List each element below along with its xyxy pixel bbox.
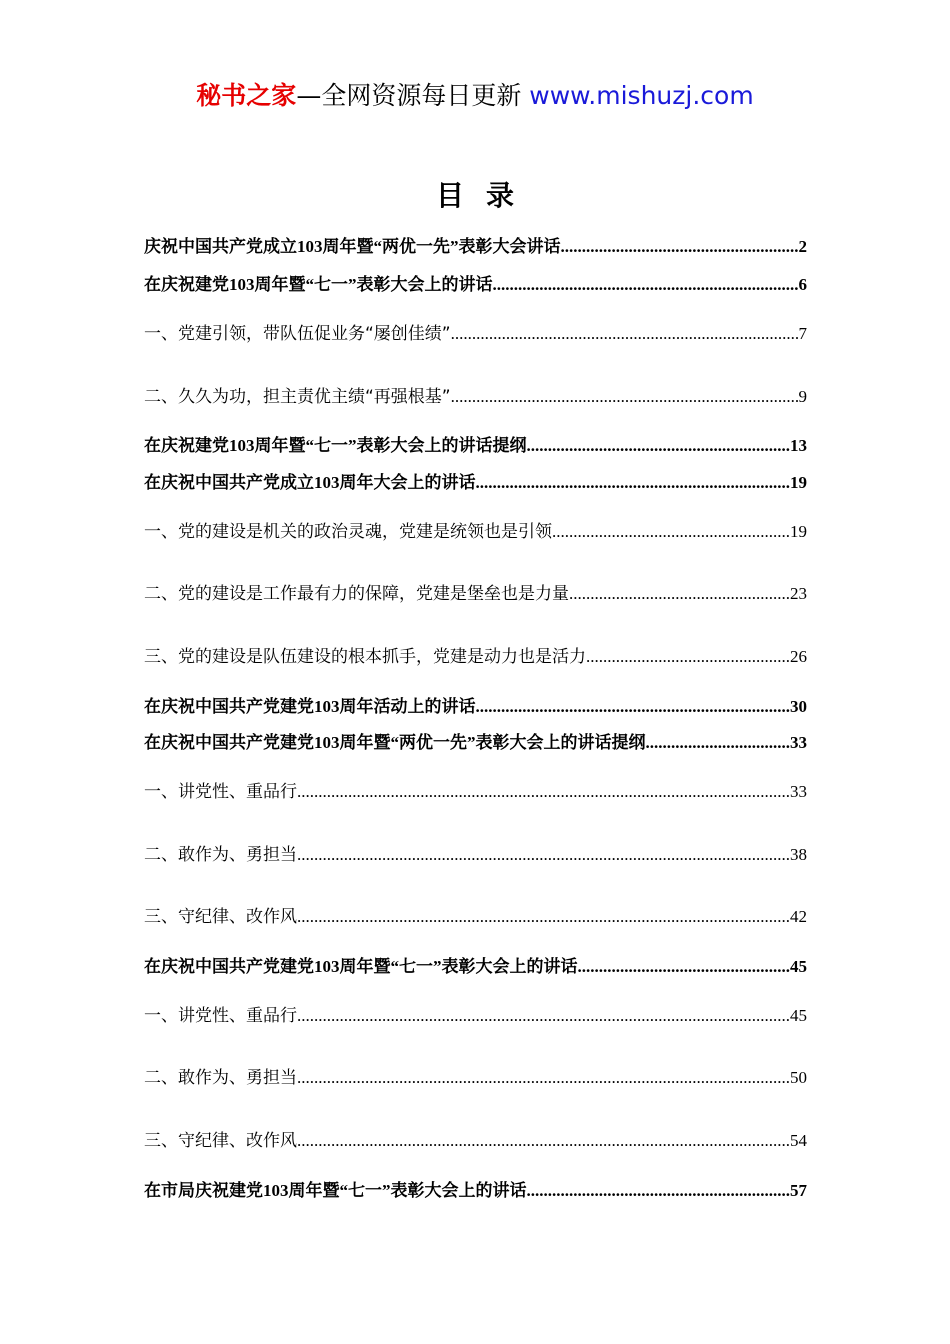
dot-leader [569,583,790,605]
toc-entry[interactable] [144,236,807,258]
toc-entry[interactable] [144,732,807,754]
toc-entry-page: 38 [790,845,807,864]
toc-entry-page: 30 [790,697,807,716]
toc-entry[interactable] [144,956,807,978]
toc-entry-label: 在庆祝中国共产党建党103周年活动上的讲话 [144,697,476,716]
toc-entry-page: 19 [790,473,807,492]
dot-leader [561,236,799,258]
toc-entry-label: 三、守纪律、改作风 [144,907,297,927]
toc-entry-page: 19 [790,522,807,541]
brand-name: 秘书之家 [196,81,297,110]
toc-entry-page: 23 [790,584,807,603]
toc-entry-page: 33 [790,733,807,752]
toc-entry-page: 42 [790,907,807,926]
toc-entry[interactable] [144,1130,807,1152]
toc-entry[interactable] [144,435,807,457]
dot-leader [476,696,791,718]
toc-entry-page: 33 [790,782,807,801]
toc-entry[interactable] [144,1180,807,1202]
dot-leader [578,956,791,978]
dot-leader [646,732,791,754]
dot-leader [451,323,799,345]
toc-entry[interactable] [144,1067,807,1089]
toc-entry-label: 在庆祝建党103周年暨“七一”表彰大会上的讲话 [144,275,493,294]
dot-leader [527,1180,791,1202]
toc-entry-page: 45 [790,957,807,976]
site-url-link[interactable]: www.mishuzj.com [529,81,754,110]
toc-entry-page: 45 [790,1006,807,1025]
toc-entry-label: 在庆祝中国共产党成立103周年大会上的讲话 [144,473,476,492]
toc-entry-label: 二、党的建设是工作最有力的保障，党建是堡垒也是力量 [144,584,569,604]
toc-entry[interactable] [144,1005,807,1027]
toc-entry[interactable] [144,323,807,345]
site-banner [0,80,950,112]
toc-entry-label: 一、党的建设是机关的政治灵魂，党建是统领也是引领 [144,522,552,542]
toc-entry[interactable] [144,583,807,605]
dot-leader [493,274,799,296]
toc-entry-label: 一、党建引领，带队伍促业务“屡创佳绩” [144,324,451,344]
toc-entry[interactable] [144,696,807,718]
toc-entry-page: 13 [790,436,807,455]
toc-entry[interactable] [144,781,807,803]
toc-entry-page: 2 [798,237,807,256]
toc-entry[interactable] [144,472,807,494]
toc-entry-label: 在庆祝建党103周年暨“七一”表彰大会上的讲话提纲 [144,436,527,455]
toc-entry-label: 三、守纪律、改作风 [144,1131,297,1151]
toc-entry-page: 54 [790,1131,807,1150]
toc-entry-page: 9 [798,387,807,406]
dot-leader [297,1130,790,1152]
toc-entry-label: 在市局庆祝建党103周年暨“七一”表彰大会上的讲话 [144,1181,527,1200]
toc-entry[interactable] [144,906,807,928]
toc-entry[interactable] [144,274,807,296]
dot-leader [476,472,791,494]
dot-leader [552,521,790,543]
toc-entry-label: 一、讲党性、重品行 [144,782,297,802]
toc-entry-page: 7 [798,324,807,343]
toc-entry[interactable] [144,844,807,866]
toc-entry-page: 26 [790,647,807,666]
toc-title: 目录 [435,179,536,212]
toc-entry[interactable] [144,646,807,668]
dot-leader [527,435,791,457]
dot-leader [451,386,799,408]
toc-entry[interactable] [144,521,807,543]
toc-entry-label: 庆祝中国共产党成立103周年暨“两优一先”表彰大会讲话 [144,237,561,256]
toc-entry-label: 二、敢作为、勇担当 [144,1068,297,1088]
dot-leader [297,1067,790,1089]
toc-entry-label: 在庆祝中国共产党建党103周年暨“七一”表彰大会上的讲话 [144,957,578,976]
toc-entry[interactable] [144,386,807,408]
toc-entry-label: 二、久久为功，担主责优主绩“再强根基” [144,387,451,407]
toc-entry-label: 在庆祝中国共产党建党103周年暨“两优一先”表彰大会上的讲话提纲 [144,733,646,752]
dot-leader [297,1005,790,1027]
toc-entry-page: 6 [798,275,807,294]
dot-leader [297,781,790,803]
dot-leader [297,906,790,928]
dot-leader [297,844,790,866]
toc-entry-label: 一、讲党性、重品行 [144,1006,297,1026]
toc-entry-page: 57 [790,1181,807,1200]
toc-entry-page: 50 [790,1068,807,1087]
toc-entry-label: 三、党的建设是队伍建设的根本抓手，党建是动力也是活力 [144,647,586,667]
dot-leader [586,646,790,668]
toc-entry-label: 二、敢作为、勇担当 [144,845,297,865]
banner-tagline: —全网资源每日更新 [296,81,530,110]
